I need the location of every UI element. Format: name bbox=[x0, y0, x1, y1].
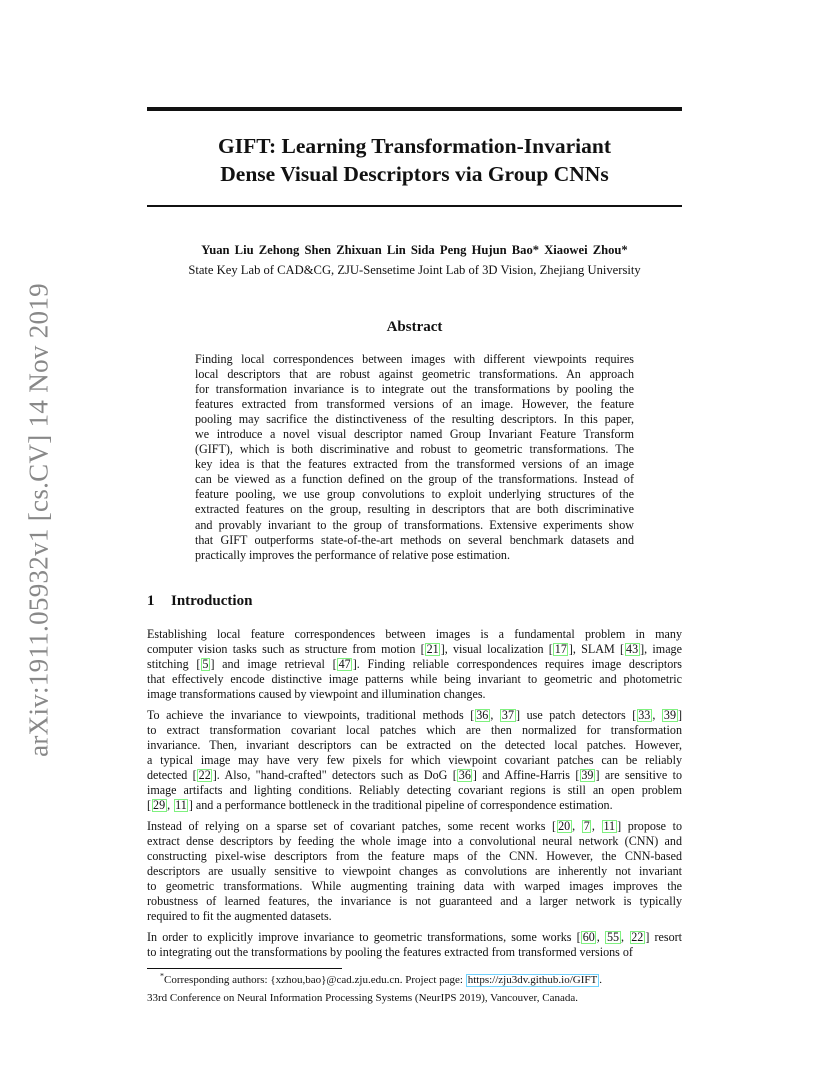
text-line: features extracted from transformed versions of an image. However, the feature bbox=[195, 397, 634, 412]
citation-link[interactable]: 17 bbox=[554, 642, 567, 657]
citation-link[interactable]: 43 bbox=[626, 642, 639, 657]
citation-link[interactable]: 20 bbox=[558, 819, 571, 833]
paper-title bbox=[147, 132, 682, 188]
project-page-link[interactable]: https://zju3dv.github.io/GIFT bbox=[467, 974, 598, 986]
text-line: invariance. Then, invariant descriptors can be extracted on the detected local patches. However, bbox=[147, 738, 682, 753]
text-line: Instead of relying on a sparse set of covariant patches, some recent works [ 20 , 7 , 11 ] propose to bbox=[147, 819, 683, 833]
abstract-body bbox=[195, 352, 634, 563]
affiliation: State Key Lab of CAD&CG, ZJU-Sensetime Joint Lab of 3D Vision, Zhejiang University bbox=[188, 263, 641, 277]
text-line: for transformation invariance is to integrate out the transformations by pooling the bbox=[195, 382, 634, 397]
text-line: descriptors are usually sensitive to viewpoint changes as convolutions are inherently not invariant bbox=[147, 864, 682, 879]
citation-link[interactable]: 22 bbox=[198, 768, 211, 783]
text-line: [ 29 , 11 ] and a performance bottleneck in the traditional pipeline of correspondence estimation. bbox=[147, 798, 613, 813]
footnote-text: Corresponding authors: {xzhou,bao}@cad.zju.edu.cn. Project page: bbox=[164, 974, 466, 986]
section-number: 1 bbox=[147, 593, 155, 609]
intro-paragraph-4 bbox=[147, 930, 682, 960]
citation-link[interactable]: 37 bbox=[501, 708, 515, 722]
text-line: to geometric transformations. While augmenting training data with warped images improves the bbox=[147, 879, 682, 894]
arxiv-stamp: arXiv:1911.05932v1 [cs.CV] 14 Nov 2019 bbox=[23, 283, 54, 757]
section-heading bbox=[147, 591, 252, 611]
text-line: In order to explicitly improve invariance to geometric transformations, some works [ 60 , 55 , 22 ] resort bbox=[147, 930, 683, 944]
text-line: To achieve the invariance to viewpoints, traditional methods [ 36 , 37 ] use patch detectors [ 33 , 39 ] bbox=[147, 708, 683, 722]
citation-link[interactable]: 60 bbox=[582, 930, 595, 944]
text-line: local descriptors that are robust against geometric transformations. An approach bbox=[195, 367, 634, 382]
text-line: extract dense descriptors by feeding the whole image into a convolutional neural network (CNN) and bbox=[147, 834, 682, 849]
citation-link[interactable]: 33 bbox=[638, 708, 651, 722]
citation-link[interactable]: 11 bbox=[603, 819, 616, 833]
text-line: to extract transformation covariant local patches which are then normalized for transformation bbox=[147, 723, 682, 738]
text-line: Finding local correspondences between images with different viewpoints requires bbox=[195, 352, 634, 366]
text-line: feature pooling, we use group convolutions to exploit underlying structures of the bbox=[195, 487, 634, 502]
text-line: can be viewed as a function defined on the group of the transformations. Instead of bbox=[195, 472, 634, 487]
title-line-2: Dense Visual Descriptors via Group CNNs bbox=[220, 162, 609, 186]
citation-link[interactable]: 39 bbox=[581, 768, 594, 783]
citation-link[interactable]: 47 bbox=[338, 657, 351, 672]
citation-link[interactable]: 22 bbox=[631, 930, 644, 944]
text-line: image transformations caused by viewpoint and illumination changes. bbox=[147, 687, 486, 702]
text-line: Establishing local feature correspondences between images is a fundamental problem in many bbox=[147, 627, 682, 641]
text-line: (GIFT), which is both discriminative and robust to geometric transformations. The bbox=[195, 442, 634, 457]
section-title: Introduction bbox=[171, 593, 253, 609]
citation-link[interactable]: 55 bbox=[606, 930, 620, 944]
text-line: constructing pixel-wise descriptors from the feature maps of the CNN. However, the CNN-based bbox=[147, 849, 682, 864]
text-line: and provably invariant to the group of transformations. Extensive experiments show bbox=[195, 517, 634, 532]
text-line: key idea is that the features extracted from the transformed versions of an image bbox=[195, 457, 634, 472]
citation-link[interactable]: 39 bbox=[663, 708, 676, 722]
text-line: image artifacts and lighting conditions. Reliably detecting covariant regions is still an open problem bbox=[147, 783, 682, 798]
abstract-heading: Abstract bbox=[386, 319, 443, 335]
author-list: Yuan Liu Zehong Shen Zhixuan Lin Sida Peng Hujun Bao* Xiaowei Zhou* bbox=[201, 243, 628, 257]
footnote-mark: * bbox=[160, 971, 164, 981]
text-line: required to fit the augmented datasets. bbox=[147, 909, 332, 924]
citation-link[interactable]: 11 bbox=[175, 798, 187, 813]
footnote-rule bbox=[147, 968, 342, 969]
intro-paragraph-3 bbox=[147, 819, 682, 924]
citation-link[interactable]: 5 bbox=[202, 657, 209, 672]
text-line: detected [ 22 ]. Also, "hand-crafted" detectors such as DoG [ 36 ] and Affine-Harris [ 39 ] are sensitive to bbox=[147, 768, 682, 783]
footnote-end: . bbox=[599, 974, 602, 986]
intro-paragraph-2 bbox=[147, 708, 682, 813]
text-line: that GIFT outperforms state-of-the-art methods on several benchmark datasets and bbox=[195, 532, 634, 547]
conference-note: 33rd Conference on Neural Information Processing Systems (NeurIPS 2019), Vancouver, Canada. bbox=[147, 992, 579, 1004]
text-line: practically improves the performance of relative pose estimation. bbox=[195, 547, 510, 562]
title-rule-top bbox=[147, 107, 682, 111]
text-line: extracted features on the group, resulting in descriptors that are both discriminative bbox=[195, 502, 634, 517]
footnote bbox=[160, 973, 602, 987]
text-line: computer vision tasks such as structure from motion [ 21 ], visual localization [ 17 ], SLAM [ 43 ], image bbox=[147, 642, 682, 657]
citation-link[interactable]: 29 bbox=[153, 798, 166, 813]
citation-link[interactable]: 36 bbox=[476, 708, 489, 722]
text-line: to integrating out the transformations by pooling the features extracted from transformed versions of bbox=[147, 945, 633, 960]
text-line: we introduce a novel visual descriptor named Group Invariant Feature Transform bbox=[195, 427, 634, 442]
citation-link[interactable]: 36 bbox=[458, 768, 471, 783]
text-line: robustness of learned features, the invariance is not guaranteed and a larger network is typically bbox=[147, 894, 682, 909]
text-line: that effectively encode distinctive image patterns while being invariant to geometric and photometric bbox=[147, 672, 682, 687]
text-line: pooling may sacrifice the distinctiveness of the resulting descriptors. In this paper, bbox=[195, 412, 634, 427]
intro-paragraph-1 bbox=[147, 627, 682, 702]
title-line-1: GIFT: Learning Transformation-Invariant bbox=[218, 134, 611, 158]
text-line: stitching [ 5 ] and image retrieval [ 47 ]. Finding reliable correspondences requires image descriptors bbox=[147, 657, 682, 672]
text-line: a typical image may have very few pixels for which viewpoint covariant patches can be reliably bbox=[147, 753, 682, 768]
citation-link[interactable]: 7 bbox=[583, 819, 590, 833]
citation-link[interactable]: 21 bbox=[426, 642, 439, 657]
title-rule-bottom bbox=[147, 205, 682, 207]
